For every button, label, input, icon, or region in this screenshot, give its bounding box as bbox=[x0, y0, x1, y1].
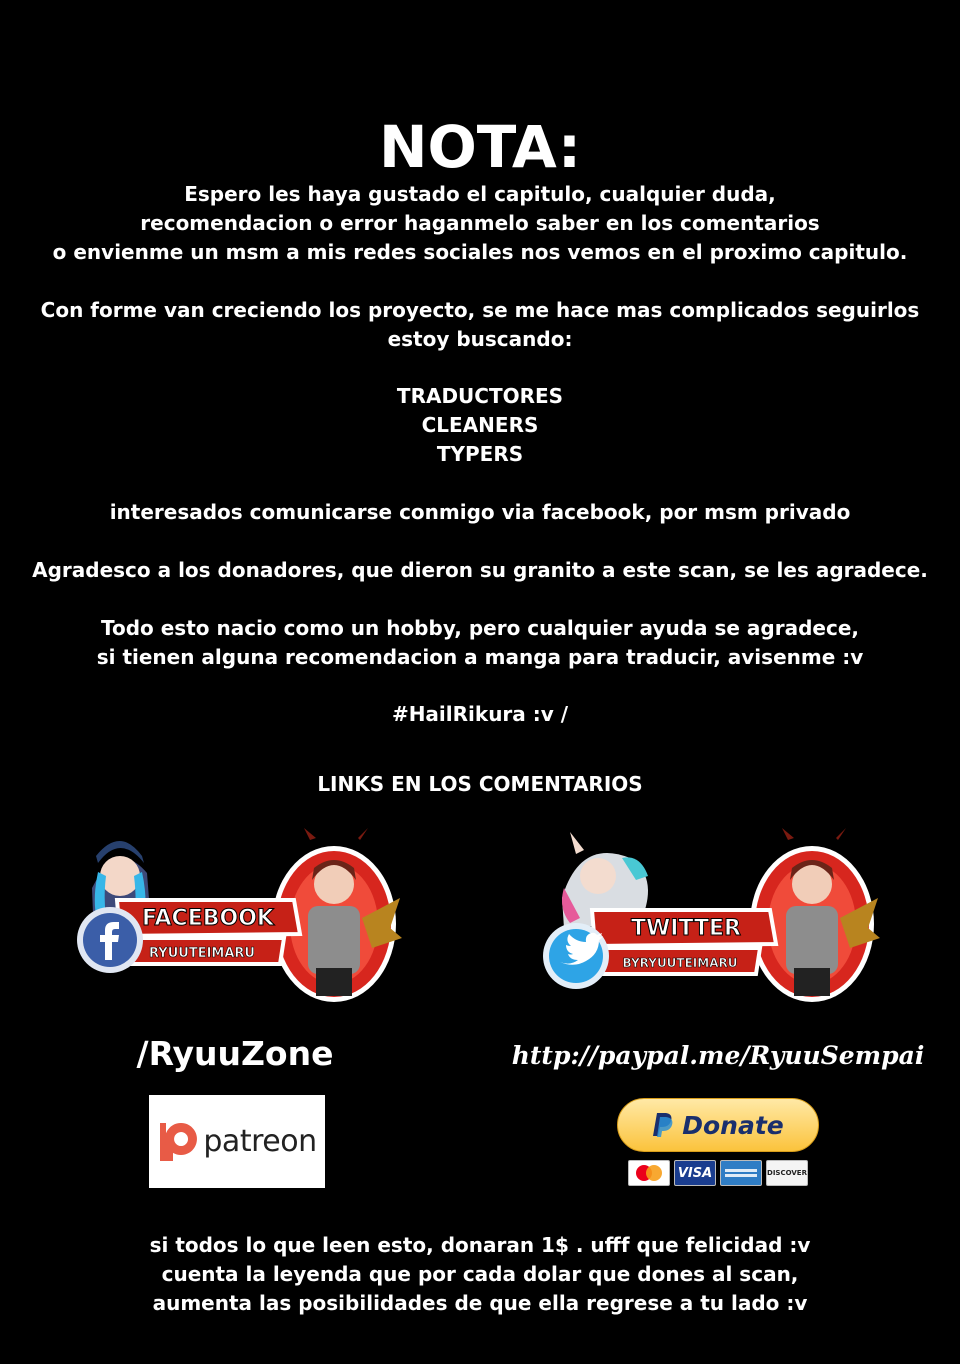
hobby-line: Todo esto nacio como un hobby, pero cualquier ayuda se agradece, bbox=[101, 616, 859, 640]
intro-paragraph bbox=[0, 180, 960, 267]
patreon-icon bbox=[157, 1119, 199, 1165]
recruiting-line: estoy buscando: bbox=[387, 327, 573, 351]
amex-card-icon bbox=[720, 1160, 762, 1186]
hashtag-text: #HailRikura :v / bbox=[391, 702, 569, 726]
intro-line: Espero les haya gustado el capitulo, cualquier duda, bbox=[184, 182, 776, 206]
thanks-line: Agradesco a los donadores, que dieron su granito a este scan, se les agradece. bbox=[32, 558, 928, 582]
page-title: NOTA: bbox=[378, 113, 582, 181]
facebook-icon bbox=[77, 907, 143, 973]
closing-line: aumenta las posibilidades de que ella regrese a tu lado :v bbox=[152, 1291, 808, 1315]
contact-note bbox=[0, 498, 960, 527]
intro-line: o envienme un msm a mis redes sociales nos vemos en el proximo capitulo. bbox=[52, 240, 908, 264]
recruiting-paragraph bbox=[0, 296, 960, 354]
twitter-title: TWITTER bbox=[631, 916, 741, 941]
hashtag bbox=[0, 700, 960, 729]
patreon-logo[interactable] bbox=[149, 1095, 325, 1188]
payment-cards bbox=[628, 1160, 808, 1186]
roles-list bbox=[0, 382, 960, 469]
twitter-banner[interactable] bbox=[540, 828, 880, 1008]
hobby-line: si tienen alguna recomendacion a manga para traducir, avisenme :v bbox=[96, 645, 864, 669]
discover-card-icon: DISCOVER bbox=[766, 1160, 808, 1186]
links-note bbox=[0, 770, 960, 799]
hobby-paragraph bbox=[0, 614, 960, 672]
twitter-handle: BYRYUUTEIMARU bbox=[622, 956, 738, 970]
paypal-icon bbox=[652, 1112, 674, 1138]
patreon-logo-text: patreon bbox=[203, 1124, 317, 1159]
facebook-title: FACEBOOK bbox=[142, 906, 274, 931]
closing-paragraph bbox=[0, 1231, 960, 1318]
role-item: TRADUCTORES bbox=[396, 384, 564, 408]
facebook-banner[interactable] bbox=[72, 828, 402, 1008]
role-item: CLEANERS bbox=[421, 413, 539, 437]
closing-line: cuenta la leyenda que por cada dolar que dones al scan, bbox=[161, 1262, 799, 1286]
mastercard-icon bbox=[628, 1160, 670, 1186]
links-note-text: LINKS EN LOS COMENTARIOS bbox=[317, 772, 643, 796]
intro-line: recomendacion o error haganmelo saber en los comentarios bbox=[140, 211, 820, 235]
facebook-handle: RYUUTEIMARU bbox=[149, 946, 255, 961]
donate-label: Donate bbox=[682, 1110, 784, 1140]
patreon-handle[interactable]: /RyuuZone bbox=[136, 1034, 334, 1073]
contact-line: interesados comunicarse conmigo via facebook, por msm privado bbox=[109, 500, 851, 524]
twitter-bird-icon bbox=[543, 923, 609, 989]
role-item: TYPERS bbox=[436, 442, 524, 466]
paypal-link[interactable]: http://paypal.me/RyuuSempai bbox=[511, 1041, 925, 1070]
recruiting-line: Con forme van creciendo los proyecto, se me hace mas complicados seguirlos bbox=[40, 298, 920, 322]
closing-line: si todos lo que leen esto, donaran 1$ . ufff que felicidad :v bbox=[149, 1233, 811, 1257]
paypal-donate-button[interactable] bbox=[617, 1098, 819, 1152]
thanks-note bbox=[0, 556, 960, 585]
visa-card-icon: VISA bbox=[674, 1160, 716, 1186]
